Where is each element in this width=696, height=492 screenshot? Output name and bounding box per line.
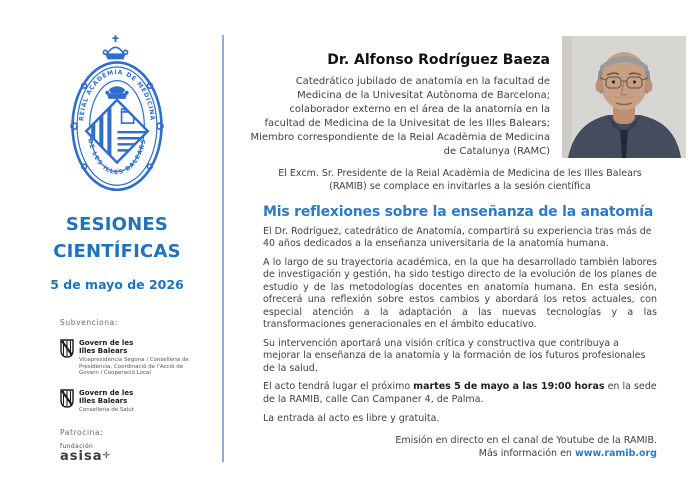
speaker-photo	[562, 36, 686, 158]
main-content	[250, 0, 686, 461]
session-date: 5 de mayo de 2026	[50, 277, 184, 292]
govern-shield-icon	[60, 389, 74, 408]
govern-shield-icon	[60, 339, 74, 358]
vertical-divider	[222, 35, 224, 462]
seal-text-top: REIAL ACADÈMIA DE MEDICINA	[78, 68, 156, 122]
asisa-star-icon: ✛	[102, 451, 112, 461]
series-title-line1: SESIONES	[65, 214, 169, 235]
sidebar	[22, 0, 212, 463]
funder-govern-presidencia	[60, 339, 212, 377]
funder-govern-salut	[60, 389, 212, 414]
paragraph-intro: El Dr. Rodríguez, catedrático de Anatomía, compartirá su experiencia tras más de 40 años dedicados a la enseñanza universitaria de la anatomía humana.	[263, 225, 652, 250]
entry-note: La entrada al acto es libre y gratuita.	[263, 412, 440, 424]
event-details: El acto tendrá lugar el próximo martes 5 de mayo a las 19:00 horas en la sede de la RAMIB, calle Can Campaner 4, de Palma.	[263, 381, 657, 405]
speaker-header	[250, 36, 686, 159]
series-title-line2: CIENTÍFICAS	[53, 241, 181, 262]
paragraph-contribution: Su intervención aportará una visión crítica y constructiva que contribuya a mejorar la enseñanza de la anatomía y la formación de los futuros profesionales de la salud.	[263, 337, 646, 374]
session-title: Mis reflexiones sobre la enseñanza de la anatomía	[263, 203, 654, 220]
website-link[interactable]: www.ramib.org	[574, 448, 657, 460]
funder-org-line1: Govern de les	[79, 388, 134, 397]
event-datetime: martes 5 de mayo a las 19:00 horas	[413, 381, 605, 393]
ramib-seal-icon	[69, 33, 165, 195]
paragraph-trajectory: A lo largo de su trayectoria académica, en la que ha desarrollado también labores de investigación y gestión, ha sido testigo directo de la evolución de los planes de estudio y de las metodologías docentes en anatomía humana. En esta sesión, ofrecerá una reflexión sobre estos cambios y abordará los retos actuales, con especial atención a la adaptación a las nuevas tecnologías y a las transformaciones generacionales en el ámbito educativo.	[263, 256, 657, 331]
sponsor-label: Patrocina:	[60, 428, 104, 437]
funder-org-line2: Illes Balears	[79, 347, 128, 355]
more-info-line: Más información en www.ramib.org	[478, 448, 657, 460]
broadcast-note: Emisión en directo en el canal de Youtube de la RAMIB.	[395, 435, 657, 447]
asisa-logo-line1: fundación	[60, 443, 94, 450]
series-title	[22, 211, 212, 265]
funder-org-line2: Illes Balears	[79, 396, 128, 405]
funder-dept: Conselleria de Salut	[79, 406, 134, 413]
asisa-logo	[60, 443, 212, 463]
speaker-bio: Catedrático jubilado de anatomía en la facultad de Medicina de la Univesitat Autònoma de Barcelona; colaborador externo en el área de la anatomía en la facultad de Medicina de la Univesitat de les Illes Balears; Miembro correspondiente de la Reial Acadèmia de Medicina de Catalunya (RAMC)	[250, 76, 550, 157]
funding-section	[22, 318, 212, 463]
footer	[263, 434, 657, 461]
speaker-name: Dr. Alfonso Rodríguez Baeza	[327, 52, 550, 68]
funding-label: Subvenciona:	[60, 318, 118, 327]
seal-text-bottom: DE LES ILLES BALEARS	[86, 138, 148, 177]
session-body	[250, 168, 686, 461]
funder-dept: Vicepresidència Segona i Conselleria de Presidència, Coordinació de l'Acció de Govern i Cooperació Local	[79, 357, 189, 376]
asisa-logo-line2: asisa✛	[60, 449, 112, 464]
invitation-text: El Excm. Sr. Presidente de la Reial Acadèmia de Medicina de les Illes Balears (RAMIB) se complace en invitarles a la sesión científica	[278, 168, 642, 192]
funder-org-line1: Govern de les	[79, 339, 134, 347]
